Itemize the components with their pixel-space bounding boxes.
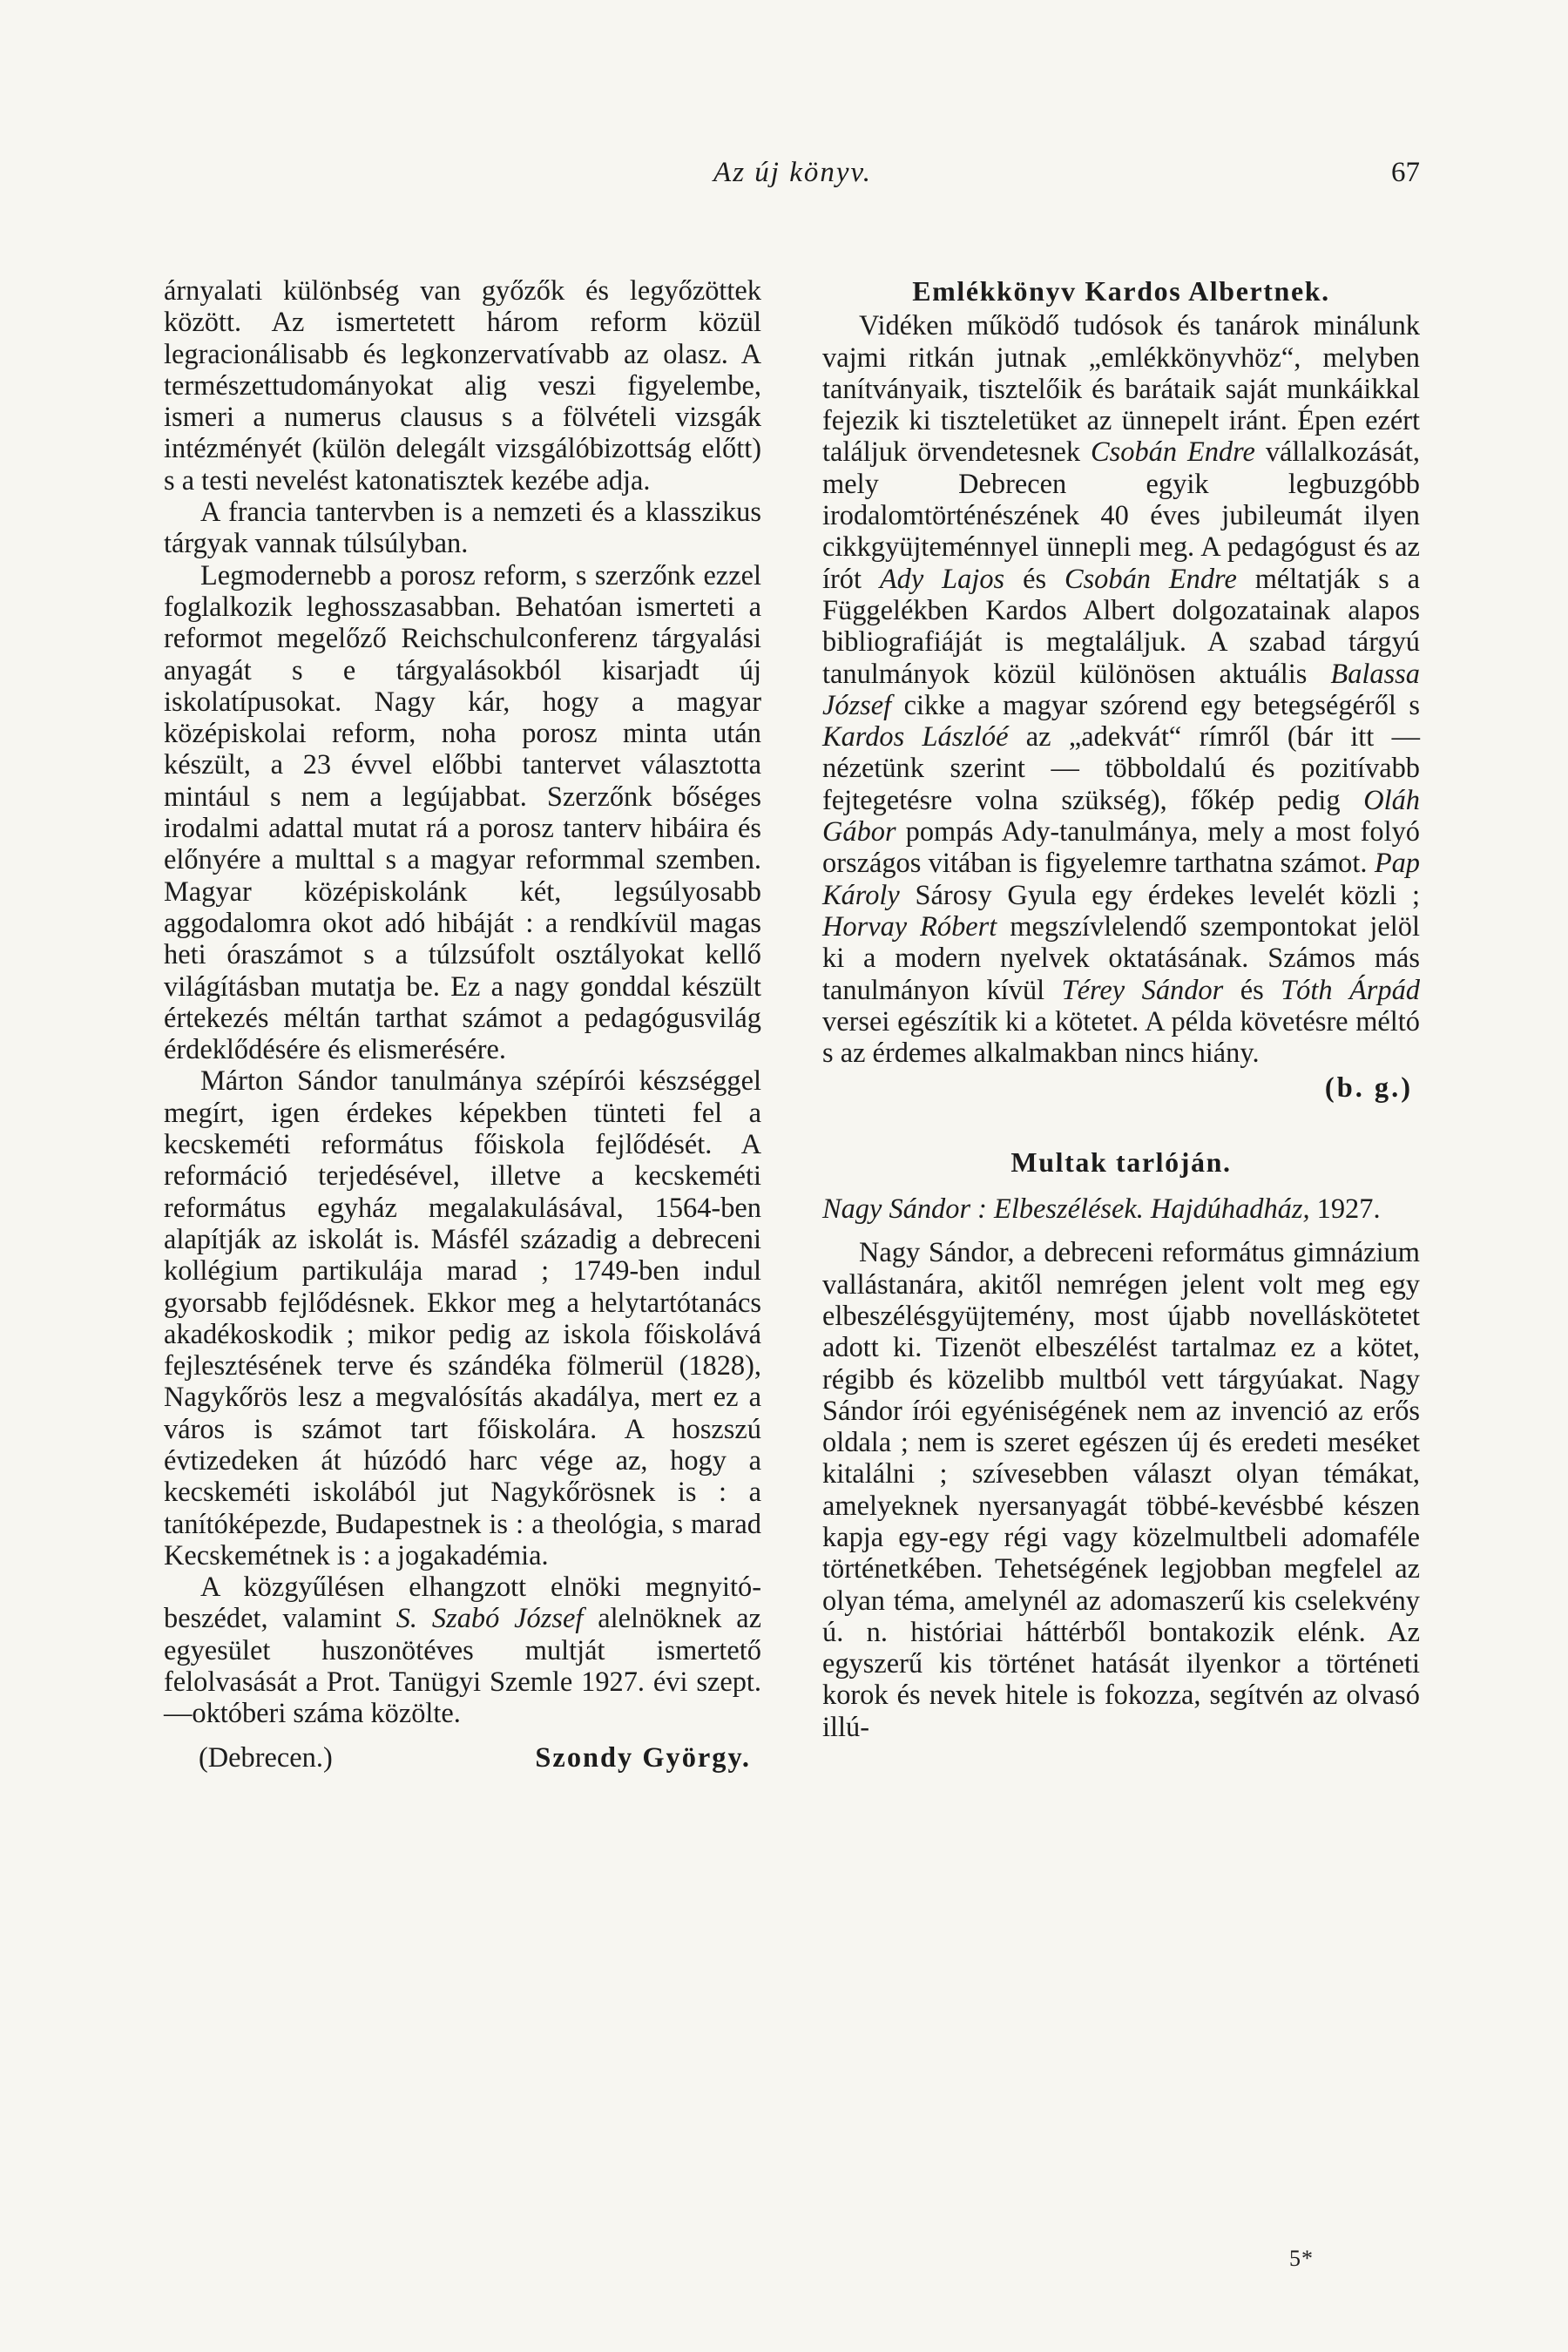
person-name: Pap Károly <box>822 848 1420 911</box>
reviewer-initials: (b. g.) <box>1324 1072 1413 1105</box>
person-name: Csobán Endre <box>1064 563 1237 595</box>
text-run: cikke a magyar szórend egy betegségéről s <box>891 689 1420 721</box>
text-run: A közgyűlésen elhangzott elnöki megnyitó-beszédet, valamint <box>164 1571 761 1635</box>
person-name: Tóth Árpád <box>1281 974 1420 1006</box>
paragraph: Nagy Sándor, a debreceni református gimnázium vallástanára, akitől nemrégen jelent volt meg egy elbeszélésgyüjtemény, most újabb novelláskötetet adott ki. Tizenöt elbeszélést tartalmaz ez a kötet, régibb és közelibb multból vett tárgyúakat. Nagy Sándor írói egyéniségének nem az invenció az erős oldala ; nem is szeret egészen új és eredeti meséket kitalálni ; szívesebben választ olyan témákat, amelyeknek nyersanyagát többé-kevésbbé készen kapja egy-egy régi vagy közelmultbeli adomaféle történetkében. Tehetségének legjobban megfelel az olyan téma, amelynél az adomaszerű kis cselekvény ú. n. históriai háttérből bontakozik elénk. Az egyszerű kis történet hatását ilyenkor a történeti korok és nevek hitele is fokozza, segítvén az olvasó illú- <box>822 1237 1420 1743</box>
text-run: vállalkozását, mely Debrecen egyik legbuzgóbb irodalomtörténészének 40 éves jubileumát ilyen cikkgyüjteménnyel ünnepli meg. A pedagógust és az írót <box>822 436 1421 595</box>
text-run: pompás Ady-tanulmánya, mely a most folyó országos vitában is figyelemre tarthatna számot. <box>822 816 1420 880</box>
text-run: az „adekvát“ rímről (bár itt — nézetünk szerint — többoldalú és pozitívabb fejtegetésre volna szükség), főkép pedig <box>822 721 1420 816</box>
person-name: Oláh Gábor <box>822 784 1420 848</box>
text-run: méltatják s a Függelékben Kardos Albert dolgozatainak alapos bibliografiáját is megtaláljuk. A szabad tárgyú tanulmányok közül különösen aktuális <box>822 563 1421 690</box>
section-heading: Emlékkönyv Kardos Albertnek. <box>912 275 1330 307</box>
paragraph: Legmodernebb a porosz reform, s szerzőnk ezzel foglalkozik leghosszasabban. Behatóan ismerteti a reformot megelőző Reichschulconferenz tárgyalási anyagát s e tárgyalásokból kisarjadt új iskolatípusokat. Nagy kár, hogy a magyar középiskolai reform, noha porosz minta után készült, a 23 évvel előbbi tantervet választotta mintául s nem a legújabbat. Szerzőnk bőséges irodalmi adattal mutat rá a porosz tanterv hibáira és előnyére a multtal s a magyar reformmal szemben. Magyar középiskolánk két, legsúlyosabb aggodalomra okot adó hibáját : a rendkívül magas heti óraszámot s a túlzsúfolt osztályokat kellő világításban mutatja be. Ez a nagy gonddal készült értekezés méltán tarthat számot a pedagógusvilág érdeklődésére és elismerésére. <box>164 559 761 1066</box>
text-run: Sárosy Gyula egy érdekes levelét közli ; <box>899 879 1420 911</box>
text-run: versei egészítik ki a kötetet. A példa követésre méltó s az érdemes alkalmakban nincs hiány. <box>822 1005 1420 1070</box>
text-run: Vidéken működő tudósok és tanárok minálunk vajmi ritkán jutnak „emlékkönyvhöz“, melyben tanítványaik, tisztelőik és barátaik saját munkáikkal fejezik ki tiszteletüket az ünnepelt iránt. Épen ezért találjuk örvendetesnek <box>822 310 1420 469</box>
paragraph: A francia tantervben is a nemzeti és a klasszikus tárgyak vannak túlsúlyban. <box>164 497 761 560</box>
signature-author: Szondy György. <box>535 1741 751 1774</box>
text-run: és <box>1223 974 1281 1006</box>
paragraph: árnyalati különbség van győzők és legyőzöttek között. Az ismertetett három reform közül legracionálisabb és legkonzervatívabb az olasz. A természettudományokat alig veszi figyelembe, ismeri a numerus clausus s a fölvételi vizsgák intézményét (külön delegált vizsgálóbizottság előtt) s a testi nevelést katonatisztek kezébe adja. <box>164 275 761 497</box>
person-name: Ady Lajos <box>879 563 1005 595</box>
running-title: Az új könyv. <box>713 157 872 188</box>
text-run: és <box>1004 563 1064 595</box>
right-column <box>822 275 1420 1743</box>
person-name: Térey Sándor <box>1061 974 1224 1006</box>
person-name: Kardos Lászlóé <box>822 721 1009 754</box>
person-name: S. Szabó József <box>395 1603 584 1635</box>
page-number: 67 <box>1391 157 1420 188</box>
section-heading: Multak tarlóján. <box>1010 1146 1232 1178</box>
paragraph: Márton Sándor tanulmánya szépírói készséggel megírt, igen érdekes képekben tünteti fel a kecskeméti református főiskola fejlődését. A reformáció terjedésével, illetve a kecskeméti református egyház megalakulásával, 1564-ben alapítják az iskolát is. Másfél századig a debreceni kollégium partikulája marad ; 1749-ben indul gyorsabb fejlődésnek. Ekkor meg a helytartótanács akadékoskodik ; mikor pedig az iskola főiskolává fejlesztésének terve és szándéka fölmerül (1828), Nagykőrös lesz a megvalósítás akadálya, mert ez a város is számot tart főiskolára. A hoszszú évtizedeken át húzódó harc vége az, hogy a kecskeméti iskolából jut Nagykőrösnek is : a tanítóképezde, Budapestnek is : a theológia, s marad Kecskemétnek is : a jogakadémia. <box>164 1065 761 1571</box>
paragraph <box>164 1571 761 1729</box>
signature-line <box>164 1742 761 1774</box>
person-name: Horvay Róbert <box>822 910 997 943</box>
text-run: megszívlelendő szempontokat jelöl ki a modern nyelvek oktatásának. Számos más tanulmányon kívül <box>822 910 1421 1006</box>
running-head <box>166 157 1420 200</box>
book-reference <box>822 1193 1420 1225</box>
printer-signature-mark: 5* <box>1289 2246 1314 2271</box>
person-name: Csobán Endre <box>1091 436 1255 469</box>
book-year: 1927. <box>1309 1193 1381 1226</box>
signature-place: (Debrecen.) <box>199 1741 333 1774</box>
person-name: Balassa József <box>822 658 1420 721</box>
paragraph <box>822 310 1420 1069</box>
left-column <box>164 275 761 1774</box>
text-run: alelnöknek az egyesület huszonötéves multját ismertető felolvasását a Prot. Tanügyi Szemle 1927. évi szept.—októberi száma közölte. <box>164 1603 761 1730</box>
book-title: Nagy Sándor : Elbeszélések. Hajdúhadház, <box>822 1193 1310 1226</box>
